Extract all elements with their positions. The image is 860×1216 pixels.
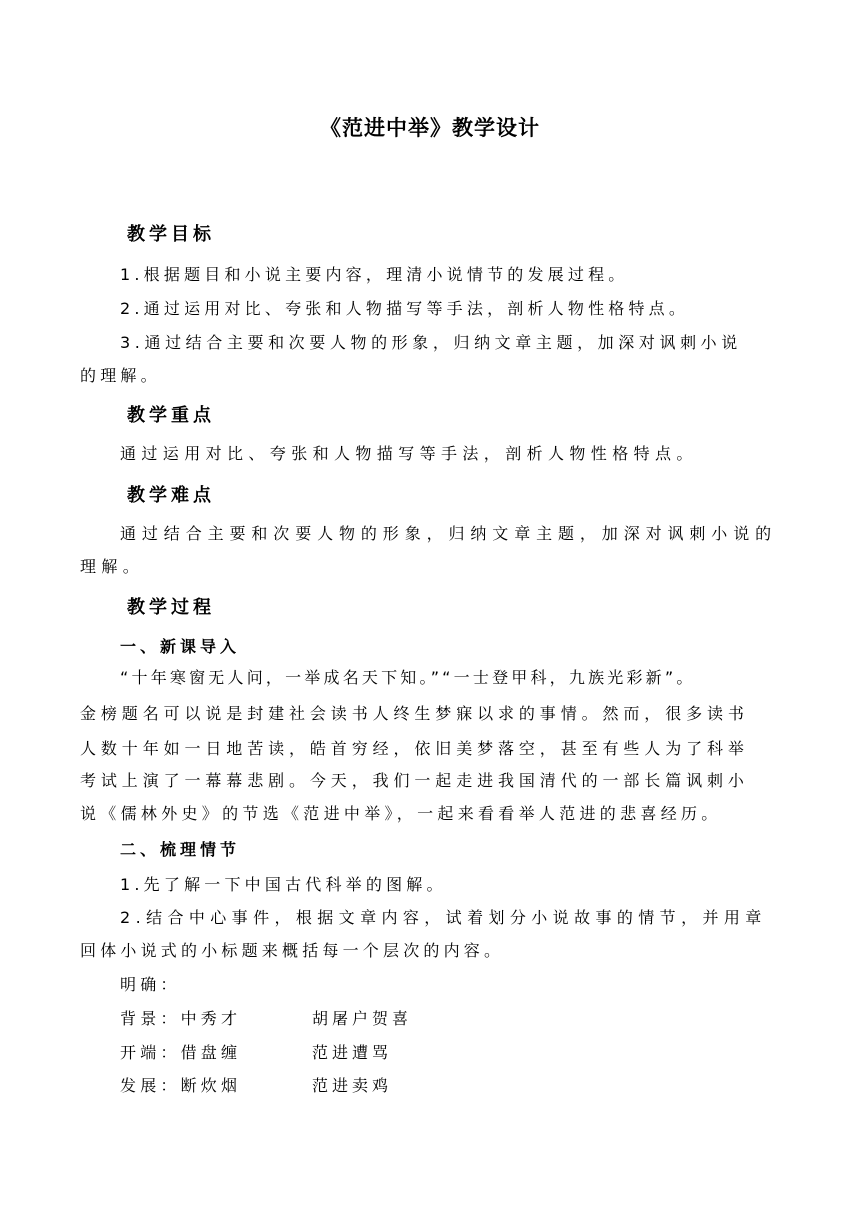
key-points-text: 通过运用对比、夸张和人物描写等手法，剖析人物性格特点。	[120, 444, 698, 463]
heading-difficulties: 教学难点	[127, 485, 215, 506]
heading-objectives: 教学目标	[127, 224, 215, 245]
plot-stage-2: 开端：借盘缠	[120, 1043, 242, 1062]
objective-3-line1: 3.通过结合主要和次要人物的形象，归纳文章主题，加深对讽刺小说	[120, 333, 742, 352]
heading-new-lesson: 一、新课导入	[120, 637, 241, 656]
plot-item1: 1.先了解一下中国古代科举的图解。	[120, 875, 447, 894]
plot-event-1: 胡屠户贺喜	[312, 1009, 413, 1028]
intro-line3: 人数十年如一日地苦读，皓首穷经，依旧美梦落空，甚至有些人为了科举	[80, 739, 749, 758]
document-title: 《范进中举》教学设计	[320, 116, 540, 140]
objective-1: 1.根据题目和小说主要内容，理清小说情节的发展过程。	[120, 265, 629, 284]
plot-item2-line1: 2.结合中心事件，根据文章内容，试着划分小说故事的情节，并用章	[120, 908, 767, 927]
intro-line1: “十年寒窗无人问，一举成名天下知。”“一士登甲科，九族光彩新”。	[120, 668, 696, 687]
clarify-label: 明确：	[120, 975, 181, 994]
objective-3-line2: 的理解。	[80, 366, 161, 385]
intro-line5: 说《儒林外史》的节选《范进中举》，一起来看看举人范进的悲喜经历。	[80, 804, 722, 823]
intro-line4: 考试上演了一幕幕悲剧。今天，我们一起走进我国清代的一部长篇讽刺小	[80, 771, 749, 790]
heading-key-points: 教学重点	[127, 405, 215, 426]
intro-line2: 金榜题名可以说是封建社会读书人终生梦寐以求的事情。然而，很多读书	[80, 704, 749, 723]
heading-plot: 二、梳理情节	[120, 840, 241, 859]
difficulties-line2: 理解。	[80, 557, 145, 576]
plot-stage-3: 发展：断炊烟	[120, 1076, 242, 1095]
difficulties-line1: 通过结合主要和次要人物的形象，归纳文章主题，加深对讽刺小说的	[120, 524, 778, 543]
heading-process: 教学过程	[127, 597, 215, 618]
plot-event-3: 范进卖鸡	[312, 1076, 393, 1095]
objective-2: 2.通过运用对比、夸张和人物描写等手法，剖析人物性格特点。	[120, 299, 690, 318]
plot-item2-line2: 回体小说式的小标题来概括每一个层次的内容。	[80, 941, 505, 960]
plot-event-2: 范进遭骂	[312, 1043, 393, 1062]
plot-stage-1: 背景：中秀才	[120, 1009, 242, 1028]
